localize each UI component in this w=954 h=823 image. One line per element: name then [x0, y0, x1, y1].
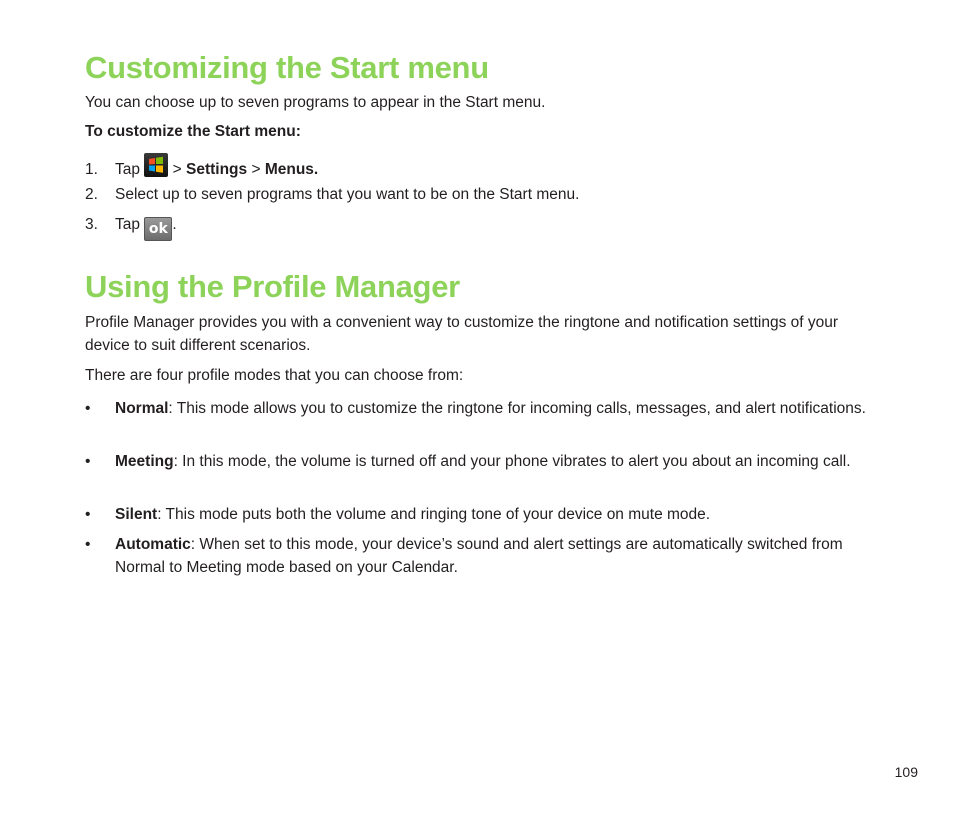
mode-description: : When set to this mode, your device’s sound and alert settings are automatically switched from Normal to Meeting mode based on your Calendar.	[115, 536, 843, 576]
page-number: 109	[894, 764, 918, 780]
mode-description: : This mode puts both the volume and ringing tone of your device on mute mode.	[157, 506, 711, 523]
step-text: Tap	[115, 216, 140, 233]
bullet-marker: •	[85, 453, 91, 470]
separator: >	[251, 161, 261, 178]
start-menu-subheading: To customize the Start menu:	[85, 123, 301, 140]
step-text: Select up to seven programs that you want to be on the Start menu.	[115, 186, 580, 203]
step-number: 2.	[85, 186, 98, 203]
mode-description: : In this mode, the volume is turned off and your phone vibrates to alert you about an incoming call.	[173, 453, 851, 470]
step-text: Tap	[115, 161, 140, 178]
profile-modes-lead: There are four profile modes that you can choose from:	[85, 367, 464, 384]
section-title-start-menu: Customizing the Start menu	[85, 50, 489, 85]
step-text-end: .	[172, 216, 177, 233]
mode-description: : This mode allows you to customize the ringtone for incoming calls, messages, and alert notifications.	[168, 400, 866, 417]
step-number: 1.	[85, 161, 98, 178]
bullet-marker: •	[85, 536, 91, 553]
list-item-meeting	[85, 450, 875, 473]
step-1	[85, 153, 318, 181]
bullet-marker: •	[85, 400, 91, 417]
list-item-silent	[85, 503, 875, 526]
ok-button-icon: ok	[144, 217, 172, 241]
mode-name: Normal	[115, 400, 169, 417]
profile-manager-intro: Profile Manager provides you with a convenient way to customize the ringtone and notification settings of your device to suit different scenarios.	[85, 314, 839, 354]
windows-start-icon	[144, 153, 168, 177]
list-item-automatic	[85, 533, 875, 579]
step-number: 3.	[85, 216, 98, 233]
list-item-normal	[85, 397, 875, 420]
mode-name: Meeting	[115, 453, 174, 470]
step-3	[85, 213, 177, 241]
mode-name: Silent	[115, 506, 158, 523]
separator: >	[172, 161, 182, 178]
bullet-marker: •	[85, 506, 91, 523]
mode-name: Automatic	[115, 536, 191, 553]
start-menu-intro: You can choose up to seven programs to appear in the Start menu.	[85, 94, 546, 111]
settings-label: Settings	[186, 161, 248, 178]
menus-label: Menus.	[264, 161, 319, 178]
step-2	[85, 183, 579, 206]
section-title-profile-manager: Using the Profile Manager	[85, 269, 460, 304]
